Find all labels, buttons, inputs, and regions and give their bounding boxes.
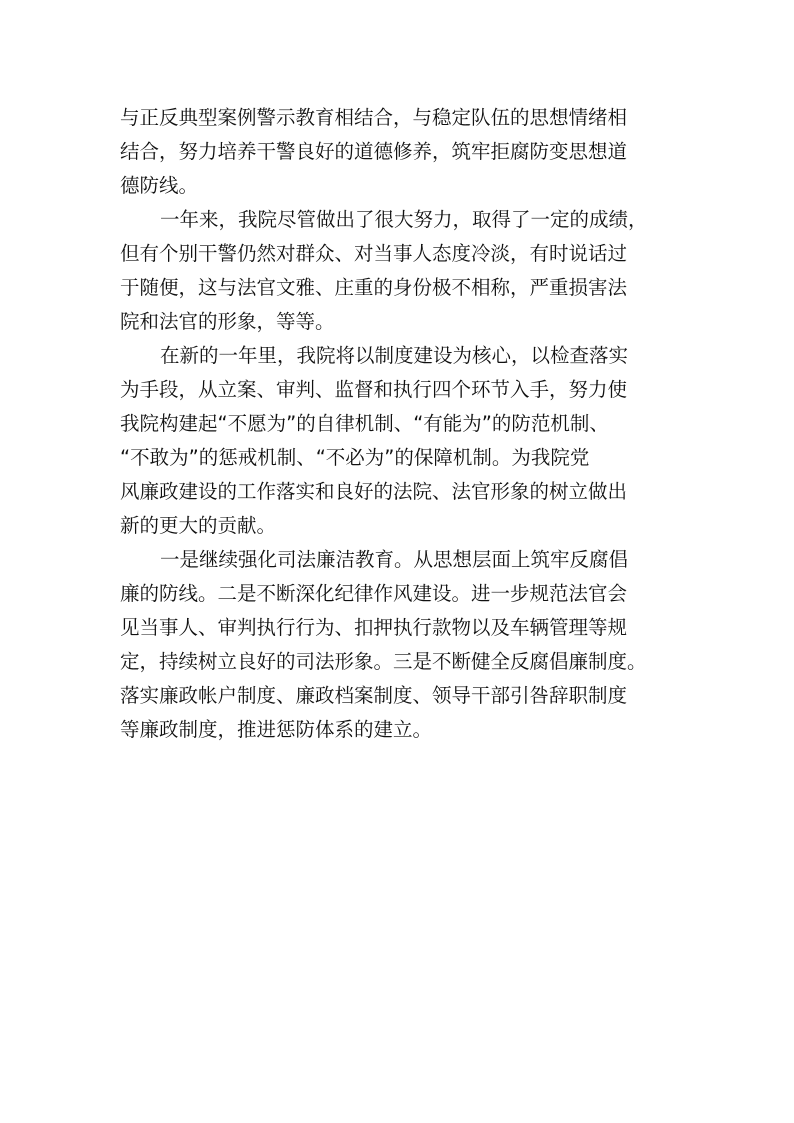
paragraph-2 xyxy=(120,203,680,339)
paragraph-4 xyxy=(120,543,680,747)
paragraph-line: 但有个别干警仍然对群众、对当事人态度冷淡，有时说话过 xyxy=(120,242,628,265)
paragraph-line: 德防线。 xyxy=(120,174,199,197)
paragraph-line: 等廉政制度，推进惩防体系的建立。 xyxy=(120,718,433,741)
paragraph-line: 廉的防线。二是不断深化纪律作风建设。进一步规范法官会 xyxy=(120,582,628,605)
paragraph-line: 于随便，这与法官文雅、庄重的身份极不相称，严重损害法 xyxy=(120,276,628,299)
paragraph-1 xyxy=(120,101,680,203)
paragraph-line: 为手段，从立案、审判、监督和执行四个环节入手，努力使 xyxy=(120,378,628,401)
paragraph-3 xyxy=(120,339,680,543)
paragraph-line: 结合，努力培养干警良好的道德修养，筑牢拒腐防变思想道 xyxy=(120,140,628,163)
paragraph-line: 新的更大的贡献。 xyxy=(120,514,277,537)
paragraph-line: 一是继续强化司法廉洁教育。从思想层面上筑牢反腐倡 xyxy=(160,548,629,571)
document-body xyxy=(120,101,680,747)
paragraph-line: 院和法官的形象，等等。 xyxy=(120,310,335,333)
paragraph-line: 见当事人、审判执行行为、扣押执行款物以及车辆管理等规 xyxy=(120,616,628,639)
paragraph-line: 落实廉政帐户制度、廉政档案制度、领导干部引咎辞职制度 xyxy=(120,684,628,707)
paragraph-line: 一年来，我院尽管做出了很大努力，取得了一定的成绩， xyxy=(160,208,648,231)
paragraph-line: 我院构建起“不愿为”的自律机制、“有能为”的防范机制、 xyxy=(120,412,609,435)
paragraph-line: 风廉政建设的工作落实和良好的法院、法官形象的树立做出 xyxy=(120,480,628,503)
paragraph-line: 与正反典型案例警示教育相结合，与稳定队伍的思想情绪相 xyxy=(120,106,628,129)
paragraph-line: 在新的一年里，我院将以制度建设为核心，以检查落实 xyxy=(160,344,629,367)
paragraph-line: 定，持续树立良好的司法形象。三是不断健全反腐倡廉制度。 xyxy=(120,650,647,673)
paragraph-line: “不敢为”的惩戒机制、“不必为”的保障机制。为我院党 xyxy=(120,446,590,469)
